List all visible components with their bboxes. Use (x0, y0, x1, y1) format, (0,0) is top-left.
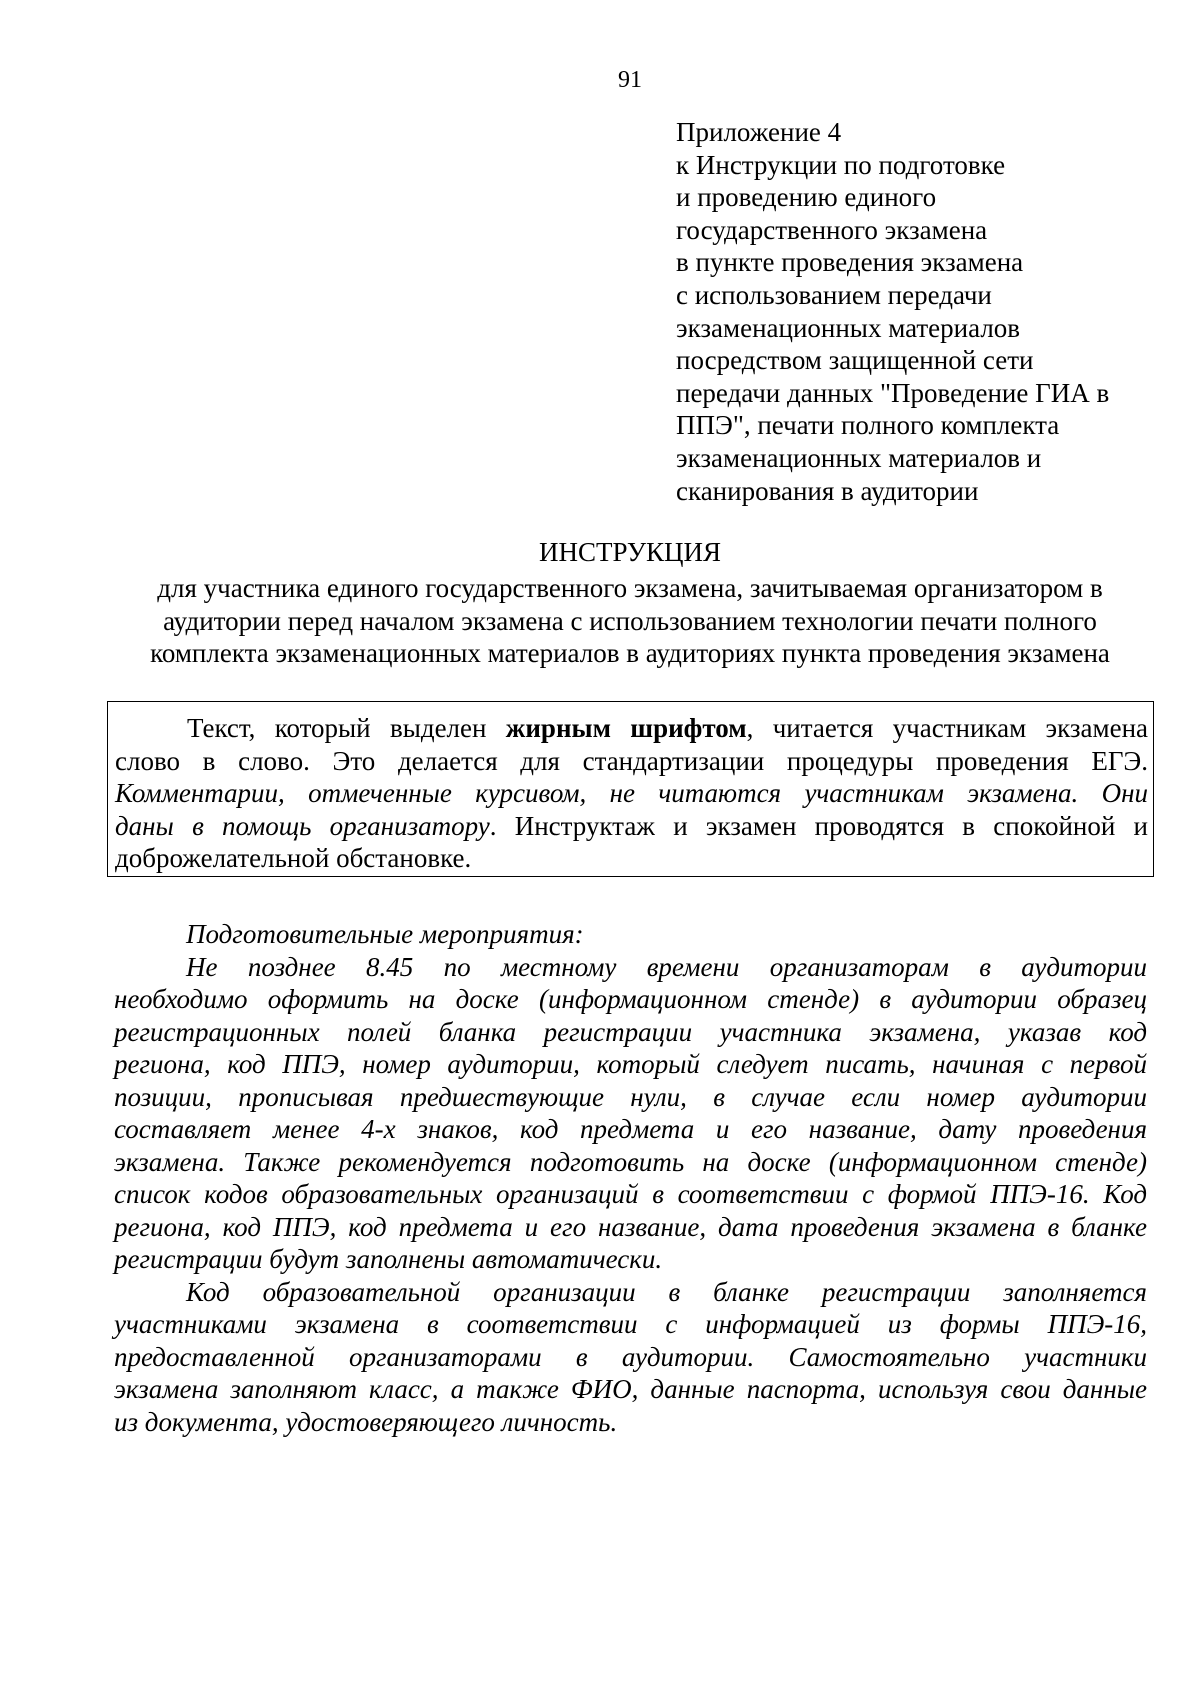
section-heading: Подготовительные мероприятия: (186, 919, 584, 949)
document-title: ИНСТРУКЦИЯ (539, 537, 721, 567)
appendix-line: посредством защищенной сети (676, 345, 1034, 376)
italic-comment: даны в помощь организатору (115, 810, 490, 841)
paragraph-line: экзамена. Также рекомендуется подготовить на доске (информационном стенде) (114, 1146, 1147, 1177)
paragraph-line: участниками экзамена в соответствии с информацией из формы ППЭ-16, (114, 1309, 1147, 1339)
notice-line: доброжелательной обстановке. (115, 843, 472, 873)
document-subtitle (100, 572, 1160, 670)
appendix-line: передачи данных "Проведение ГИА в (676, 377, 1110, 408)
paragraph-line: региона, код ППЭ, номер аудитории, который следует писать, начиная с первой (114, 1049, 1147, 1079)
appendix-line: ППЭ", печати полного комплекта (676, 410, 1060, 441)
notice-text-part: . Инструктаж и экзамен проводятся в спокойной и (489, 810, 1148, 841)
paragraph-line: регистрации будут заполнены автоматически. (114, 1244, 663, 1274)
notice-line (115, 810, 1148, 843)
paragraph-line: региона, код ППЭ, код предмета и его название, дата проведения экзамена в бланке (114, 1211, 1147, 1242)
appendix-line: и проведению единого (676, 182, 937, 213)
instructions-body (114, 918, 1147, 1438)
paragraph-line: предоставленной организаторами в аудитории. Самостоятельно участники (114, 1341, 1147, 1372)
bold-emphasis: жирным шрифтом (505, 713, 747, 743)
subtitle-line: для участника единого государственного экзамена, зачитываемая организатором в (157, 573, 1103, 603)
paragraph-line: из документа, удостоверяющего личность. (114, 1406, 618, 1437)
notice-text-part: Текст, который выделен (187, 713, 506, 743)
subtitle-line: аудитории перед началом экзамена с использованием технологии печати полного (163, 605, 1097, 636)
paragraph-line: регистрационных полей бланка регистрации участника экзамена, указав код (114, 1016, 1147, 1047)
notice-text-part: , читается участникам экзамена (746, 713, 1149, 743)
paragraph-line: позиции, прописывая предшествующие нули, в случае если номер аудитории (114, 1081, 1147, 1112)
appendix-line: в пункте проведения экзамена (676, 247, 1024, 278)
appendix-line: государственного экзамена (676, 214, 988, 245)
paragraph-line: Не позднее 8.45 по местному времени организаторам в аудитории (186, 951, 1147, 982)
paragraph-line: Код образовательной организации в бланке регистрации заполняется (186, 1276, 1147, 1307)
appendix-line: к Инструкции по подготовке (676, 149, 1006, 180)
notice-box (107, 701, 1154, 877)
appendix-line: сканирования в аудитории (676, 475, 979, 506)
appendix-line: экзаменационных материалов и (676, 442, 1042, 473)
appendix-line: экзаменационных материалов (676, 312, 1021, 343)
paragraph-line: составляет менее 4-х знаков, код предмета и его название, дату проведения (114, 1114, 1147, 1144)
notice-text (115, 712, 1148, 875)
paragraph-line: список кодов образовательных организаций в соответствии с формой ППЭ-16. Код (114, 1179, 1147, 1209)
appendix-header (676, 116, 1156, 507)
page-number: 91 (618, 67, 642, 93)
italic-comment: Комментарии, отмеченные курсивом, не читаются участникам экзамена. Они (115, 778, 1148, 808)
appendix-line: Приложение 4 (676, 117, 842, 147)
notice-line: слово в слово. Это делается для стандартизации процедуры проведения ЕГЭ. (115, 745, 1148, 776)
appendix-line: с использованием передачи (676, 279, 992, 310)
notice-line (115, 712, 1148, 745)
paragraph-line: экзамена заполняют класс, а также ФИО, данные паспорта, используя свои данные (114, 1374, 1147, 1404)
paragraph-line: необходимо оформить на доске (информационном стенде) в аудитории образец (114, 984, 1147, 1014)
notice-line (115, 777, 1148, 810)
subtitle-line: комплекта экзаменационных материалов в аудиториях пункта проведения экзамена (150, 638, 1110, 668)
